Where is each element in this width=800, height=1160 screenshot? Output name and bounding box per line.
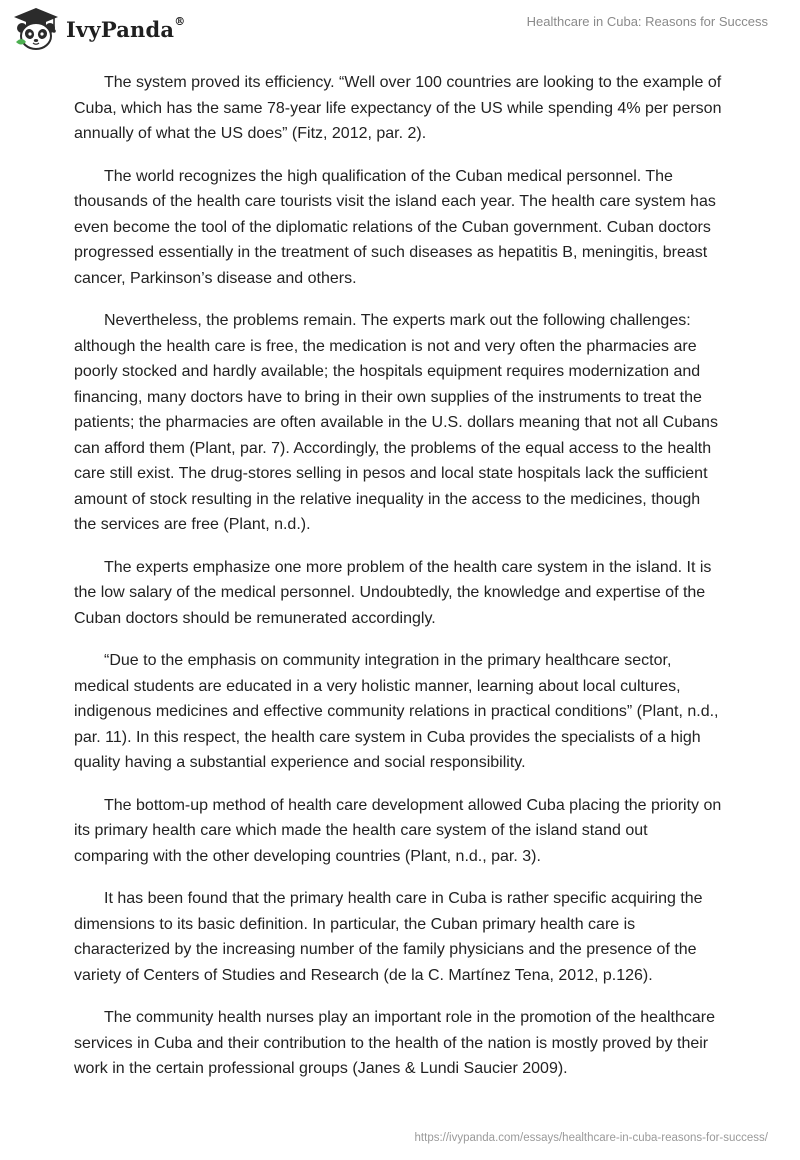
document-title: Healthcare in Cuba: Reasons for Success xyxy=(526,14,768,29)
page-header xyxy=(0,0,800,60)
panda-graduate-icon xyxy=(12,6,60,52)
paragraph: The experts emphasize one more problem of the health care system in the island. It is the low salary of the medical personnel. Undoubtedly, the knowledge and expertise of the Cuban doctors should be remunerated accordingly. xyxy=(74,558,712,627)
logo-text: IvyPanda® xyxy=(66,14,186,42)
source-url[interactable]: https://ivypanda.com/essays/healthcare-in-cuba-reasons-for-success/ xyxy=(414,1132,768,1144)
paragraph: It has been found that the primary health care in Cuba is rather specific acquiring the dimensions to its basic definition. In particular, the Cuban primary health care is characterized by the increasing number of the family physicians and the presence of the variety of Centers of Studies and Research (de la C. Martínez Tena, 2012, p.126). xyxy=(74,890,703,984)
logo[interactable] xyxy=(12,6,185,52)
paragraph: The system proved its efficiency. “Well over 100 countries are looking to the example of Cuba, which has the same 78-year life expectancy of the US while spending 4% per person annually of what the US does” (Fitz, 2012, par. 2). xyxy=(74,74,722,142)
paragraph: Nevertheless, the problems remain. The experts mark out the following challenges: although the health care is free, the medication is not and very often the pharmacies are poorly stocked and hardly available; the hospitals equipment requires modernization and financing, many doctors have to bring in their own supplies of the instruments to treat the patients; the pharmacies are often available in the U.S. dollars meaning that not all Cubans can afford them (Plant, par. 7). Accordingly, the problems of the equal access to the health care still exist. The drug-stores selling in pesos and local state hospitals lack the sufficient amount of stock resulting in the relative inequality in the access to the medicines, though the services are free (Plant, n.d.). xyxy=(74,312,718,533)
paragraph: The community health nurses play an important role in the promotion of the healthcare services in Cuba and their contribution to the health of the nation is mostly proved by their work in the certain professional groups (Janes & Lundi Saucier 2009). xyxy=(74,1009,715,1077)
paragraph: The world recognizes the high qualification of the Cuban medical personnel. The thousands of the health care tourists visit the island each year. The health care system has even become the tool of the diplomatic relations of the Cuban government. Cuban doctors progressed essentially in the treatment of such diseases as hepatitis B, meningitis, breast cancer, Parkinson’s disease and others. xyxy=(74,167,716,287)
paragraph: “Due to the emphasis on community integration in the primary healthcare sector, medical students are educated in a very holistic manner, learning about local cultures, indigenous medicines and effective community relations in practical conditions” (Plant, n.d., par. 11). In this respect, the health care system in Cuba provides the specialists of a high quality having a substantial experience and social responsibility. xyxy=(74,652,719,771)
essay-body xyxy=(74,70,724,1099)
paragraph: The bottom-up method of health care development allowed Cuba placing the priority on its primary health care which made the health care system of the island stand out comparing with the other developing countries (Plant, n.d., par. 3). xyxy=(74,796,722,865)
